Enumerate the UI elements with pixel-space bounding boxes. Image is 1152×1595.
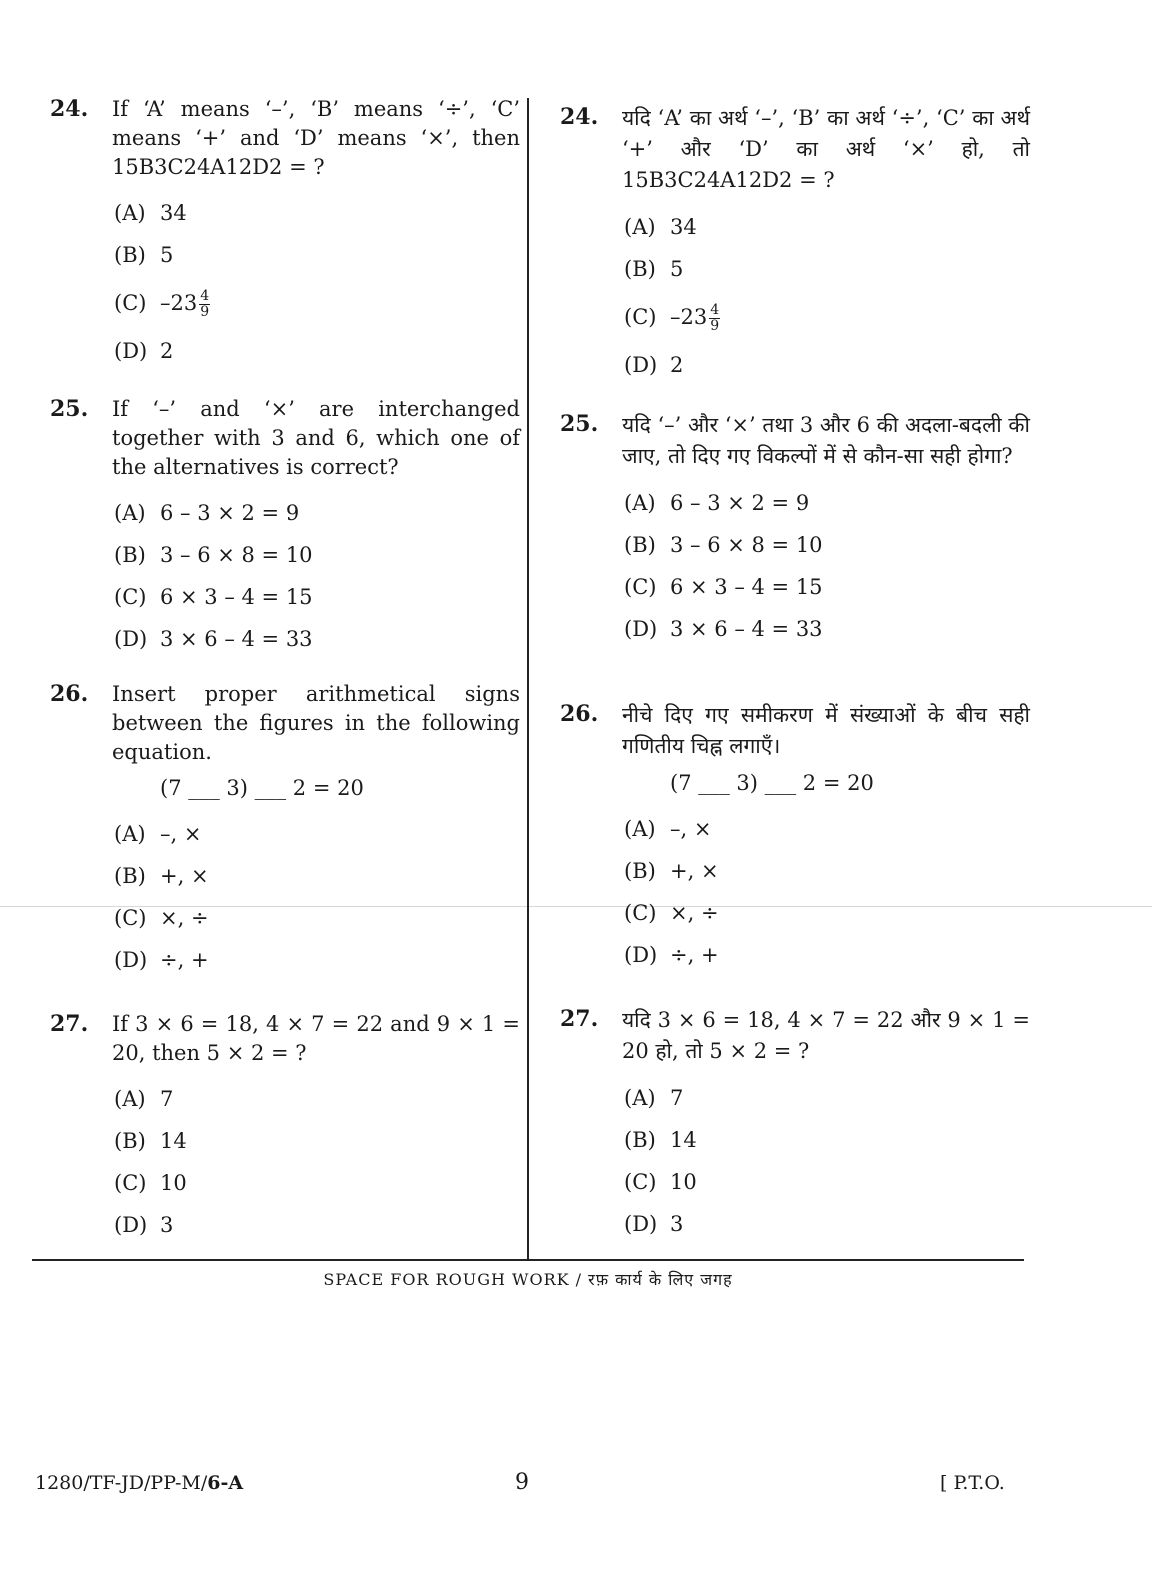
question-text: यदि ‘–’ और ‘×’ तथा 3 और 6 की अदला-बदली की जाए, तो दिए गए विकल्पों में से कौन-सा सही होगा?: [622, 413, 1030, 468]
option-value: 10: [160, 1171, 187, 1195]
option-a: [114, 813, 520, 855]
paper-code-prefix: 1280/TF-JD/PP-M/: [35, 1472, 208, 1494]
option-b: [114, 534, 520, 576]
option-label: (A): [624, 215, 656, 239]
option-value: 3 – 6 × 8 = 10: [160, 543, 313, 567]
option-label: (D): [114, 339, 148, 363]
question-body: [622, 700, 1030, 976]
options-list: [624, 206, 1030, 386]
question-number: 26.: [50, 681, 89, 707]
question-equation: (7 ___ 3) ___ 2 = 20: [670, 771, 874, 795]
question-number: 25.: [560, 411, 599, 437]
options-list: [114, 1078, 520, 1246]
options-list: [624, 1077, 1030, 1245]
option-c: [114, 1162, 520, 1204]
option-value: 5: [670, 257, 684, 281]
question-body: [622, 1005, 1030, 1245]
option-label: (C): [624, 901, 657, 925]
option-c: [114, 276, 520, 330]
option-label: (D): [624, 943, 658, 967]
question-text: नीचे दिए गए समीकरण में संख्याओं के बीच सही गणितीय चिह्न लगाएँ।: [622, 703, 1030, 758]
option-value: 5: [160, 243, 174, 267]
option-label: (A): [114, 1087, 146, 1111]
option-label: (B): [114, 1129, 146, 1153]
fraction-numerator: 4: [200, 288, 210, 304]
question-equation: (7 ___ 3) ___ 2 = 20: [160, 776, 364, 800]
question-body: [622, 103, 1030, 386]
option-value: ×, ÷: [160, 906, 209, 930]
question-number: 27.: [50, 1011, 89, 1037]
option-a: [114, 492, 520, 534]
option-value: 10: [670, 1170, 697, 1194]
option-value: +, ×: [160, 864, 209, 888]
bottom-rule: [32, 1259, 1024, 1261]
option-label: (A): [624, 1086, 656, 1110]
option-a: [114, 192, 520, 234]
option-value: –23: [670, 305, 708, 329]
option-label: (D): [114, 627, 148, 651]
option-a: [114, 1078, 520, 1120]
option-b: [114, 855, 520, 897]
option-label: (C): [114, 291, 147, 315]
options-list: [624, 482, 1030, 650]
option-label: (D): [114, 1213, 148, 1237]
option-d: [624, 608, 1030, 650]
option-d: [624, 934, 1030, 976]
option-value: 3 × 6 – 4 = 33: [160, 627, 313, 651]
option-value: 6 × 3 – 4 = 15: [670, 575, 823, 599]
option-value: 14: [160, 1129, 187, 1153]
question-1: [560, 410, 1030, 650]
question-2: [50, 680, 520, 981]
option-value: 6 – 3 × 2 = 9: [160, 501, 300, 525]
question-text: यदि 3 × 6 = 18, 4 × 7 = 22 और 9 × 1 = 20 हो, तो 5 × 2 = ?: [622, 1008, 1030, 1063]
question-0: [560, 103, 1030, 386]
option-fraction: [709, 303, 720, 334]
option-label: (C): [114, 585, 147, 609]
option-label: (C): [624, 1170, 657, 1194]
question-number: 27.: [560, 1006, 599, 1032]
option-d: [114, 939, 520, 981]
options-list: [114, 192, 520, 372]
options-list: [114, 492, 520, 660]
option-label: (B): [114, 543, 146, 567]
question-text: यदि ‘A’ का अर्थ ‘–’, ‘B’ का अर्थ ‘÷’, ‘C’ का अर्थ ‘+’ और ‘D’ का अर्थ ‘×’ हो, तो 15B3C24A12D2 = ?: [622, 106, 1030, 192]
question-text: If ‘A’ means ‘–’, ‘B’ means ‘÷’, ‘C’ means ‘+’ and ‘D’ means ‘×’, then 15B3C24A12D2 = ?: [112, 97, 520, 179]
option-b: [624, 524, 1030, 566]
option-d: [114, 330, 520, 372]
question-number: 24.: [560, 104, 599, 130]
question-body: [112, 95, 520, 372]
option-label: (D): [624, 353, 658, 377]
pto-label: [ P.T.O.: [940, 1472, 1005, 1494]
question-body: [112, 395, 520, 660]
column-divider: [527, 98, 529, 1260]
option-value: –23: [160, 291, 198, 315]
option-value: 6 – 3 × 2 = 9: [670, 491, 810, 515]
question-body: [112, 680, 520, 981]
option-label: (B): [624, 533, 656, 557]
page-number: 9: [515, 1470, 529, 1495]
paper-code: [35, 1472, 243, 1494]
option-label: (A): [624, 817, 656, 841]
option-value: 6 × 3 – 4 = 15: [160, 585, 313, 609]
option-value: 3: [670, 1212, 684, 1236]
option-b: [114, 234, 520, 276]
option-c: [624, 566, 1030, 608]
option-b: [624, 1119, 1030, 1161]
option-d: [624, 1203, 1030, 1245]
option-label: (A): [114, 501, 146, 525]
option-label: (D): [624, 617, 658, 641]
option-label: (D): [624, 1212, 658, 1236]
option-c: [624, 1161, 1030, 1203]
option-d: [114, 618, 520, 660]
option-fraction: [199, 289, 210, 320]
option-b: [624, 850, 1030, 892]
option-value: ÷, +: [670, 943, 719, 967]
option-a: [624, 808, 1030, 850]
option-value: 34: [670, 215, 697, 239]
question-0: [50, 95, 520, 372]
rough-work-caption: SPACE FOR ROUGH WORK / रफ़ कार्य के लिए जगह: [323, 1270, 733, 1289]
option-label: (C): [624, 305, 657, 329]
option-c: [114, 897, 520, 939]
option-label: (A): [114, 201, 146, 225]
question-text: If ‘–’ and ‘×’ are interchanged together with 3 and 6, which one of the alternatives is correct?: [112, 397, 520, 479]
option-label: (A): [624, 491, 656, 515]
option-value: 2: [670, 353, 684, 377]
option-b: [624, 248, 1030, 290]
option-label: (C): [114, 906, 147, 930]
question-number: 26.: [560, 701, 599, 727]
option-label: (B): [624, 1128, 656, 1152]
question-3: [560, 1005, 1030, 1245]
question-body: [622, 410, 1030, 650]
option-a: [624, 482, 1030, 524]
question-text: Insert proper arithmetical signs between the figures in the following equation.: [112, 682, 520, 764]
question-number: 24.: [50, 96, 89, 122]
option-value: –, ×: [160, 822, 202, 846]
options-list: [114, 813, 520, 981]
options-list: [624, 808, 1030, 976]
option-value: 14: [670, 1128, 697, 1152]
option-d: [114, 1204, 520, 1246]
option-c: [624, 892, 1030, 934]
option-label: (B): [624, 859, 656, 883]
option-label: (B): [114, 243, 146, 267]
option-value: 7: [160, 1087, 174, 1111]
paper-code-set: 6-A: [207, 1472, 244, 1494]
fraction-denominator: 9: [710, 318, 720, 334]
option-d: [624, 344, 1030, 386]
option-value: –, ×: [670, 817, 712, 841]
option-value: +, ×: [670, 859, 719, 883]
option-label: (D): [114, 948, 148, 972]
option-label: (B): [624, 257, 656, 281]
fraction-numerator: 4: [710, 302, 720, 318]
fraction-denominator: 9: [200, 304, 210, 320]
option-value: 3: [160, 1213, 174, 1237]
option-a: [624, 206, 1030, 248]
question-1: [50, 395, 520, 660]
option-value: 3 – 6 × 8 = 10: [670, 533, 823, 557]
option-value: 2: [160, 339, 174, 363]
option-a: [624, 1077, 1030, 1119]
option-value: 34: [160, 201, 187, 225]
option-label: (C): [624, 575, 657, 599]
option-c: [114, 576, 520, 618]
option-b: [114, 1120, 520, 1162]
option-value: ÷, +: [160, 948, 209, 972]
option-value: 3 × 6 – 4 = 33: [670, 617, 823, 641]
option-label: (A): [114, 822, 146, 846]
question-text: If 3 × 6 = 18, 4 × 7 = 22 and 9 × 1 = 20, then 5 × 2 = ?: [112, 1012, 520, 1065]
question-number: 25.: [50, 396, 89, 422]
option-label: (C): [114, 1171, 147, 1195]
option-c: [624, 290, 1030, 344]
question-body: [112, 1010, 520, 1246]
option-value: ×, ÷: [670, 901, 719, 925]
option-label: (B): [114, 864, 146, 888]
question-3: [50, 1010, 520, 1246]
option-value: 7: [670, 1086, 684, 1110]
question-2: [560, 700, 1030, 976]
